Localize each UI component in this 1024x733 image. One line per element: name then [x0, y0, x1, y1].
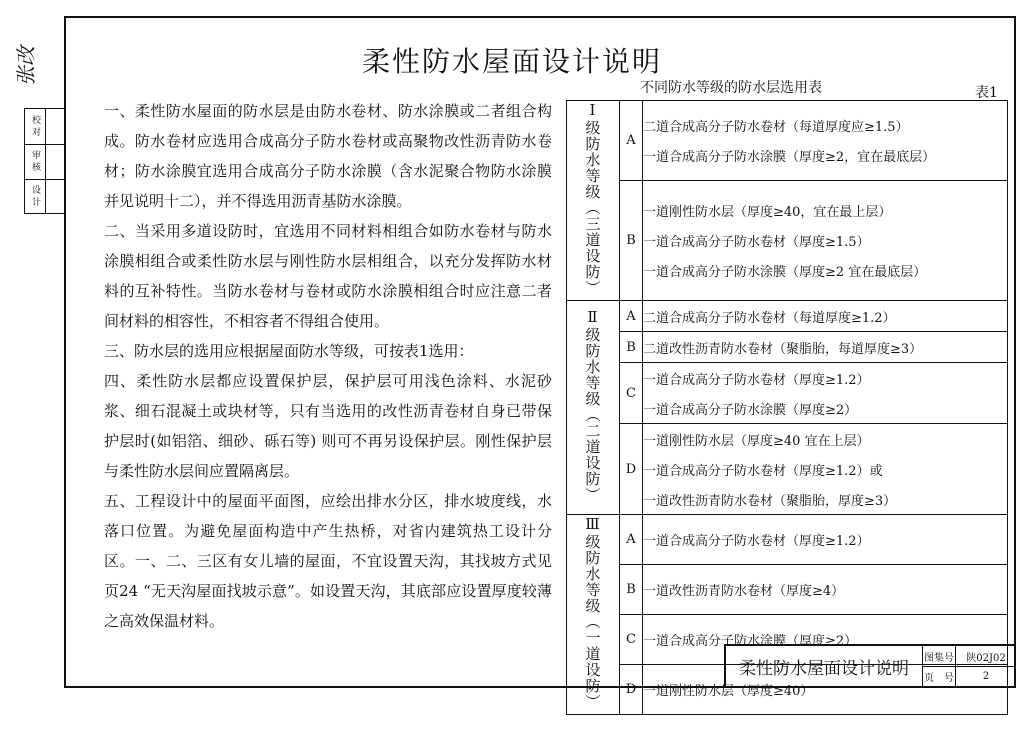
drawing-name: 柔性防水屋面设计说明 [726, 646, 923, 686]
table-row [567, 363, 1008, 424]
option-line: 一道合成高分子防水卷材（厚度≥1.2） [643, 372, 870, 388]
table-row [567, 332, 1008, 363]
sign-label: 校 [30, 115, 40, 124]
table-caption: 不同防水等级的防水层选用表 [640, 80, 822, 96]
sign-label: 核 [30, 162, 40, 171]
signature-stamp: 张改 [14, 46, 38, 86]
option-line: 一道合成高分子防水涂膜（厚度≥2） [643, 634, 858, 649]
option-code: A [620, 101, 643, 181]
note-paragraph: 五、工程设计中的屋面平面图，应绘出排水分区，排水坡度线，水落口位置。为避免屋面构造中产生热桥，对省内建筑热工设计分区。一、二、三区有女儿墙的屋面，不宜设置天沟，其找坡方式见页24 “无天沟屋面找坡示意”。如设置天沟，其底部应设置厚度较薄之高效保温材料。 [104, 492, 552, 630]
design-notes [104, 96, 552, 636]
option-line: 一道刚性防水层（厚度≥40 宜在上层） [643, 433, 870, 449]
table-row [567, 515, 1008, 565]
option-code: A [620, 301, 643, 332]
note-paragraph: 四、柔性防水层都应设置保护层，保护层可用浅色涂料、水泥砂浆、细石混凝土或块材等，只有当选用的改性沥青卷材自身已带保护层时(如铝箔、细砂、砾石等) 则可不再另设保护层。刚性保护层与柔性防水层间应置隔离层。 [104, 372, 552, 480]
table-row [567, 301, 1008, 332]
option-items [643, 101, 1008, 181]
table-number: 表1 [975, 85, 998, 101]
option-items [643, 424, 1008, 515]
option-items [643, 181, 1008, 301]
option-code: A [620, 515, 643, 565]
page-no: 2 [982, 671, 990, 682]
waterproof-grade-table [566, 100, 1008, 715]
option-line: 一道合成高分子防水涂膜（厚度≥2） [643, 402, 858, 418]
note-paragraph: 二、当采用多道设防时，宜选用不同材料相组合如防水卷材与防水涂膜相组合或柔性防水层与刚性防水层相组合，以充分发挥防水材料的互补特性。当防水卷材与卷材或防水涂膜相组合时应注意二者间材料的相容性，不相容者不得组合使用。 [104, 222, 552, 330]
signature-strip [2, 16, 64, 688]
option-line: 一道改性沥青防水卷材（聚脂胎，厚度≥3） [643, 493, 897, 509]
option-line: 一道合成高分子防水涂膜（厚度≥2，宜在最底层） [643, 150, 936, 166]
option-items [643, 363, 1008, 424]
option-code: B [620, 181, 643, 301]
grade-label-cell [567, 515, 620, 715]
sign-label: 审 [30, 150, 40, 159]
option-code: C [620, 615, 643, 665]
option-line: 一道刚性防水层（厚度≥40，宜在最上层） [643, 205, 892, 221]
atlas-no: 陕02J02 [956, 646, 1016, 667]
table-row [567, 101, 1008, 181]
option-line: 一道刚性防水层（厚度≥40） [643, 684, 814, 699]
option-items [643, 301, 1008, 332]
table-row [567, 565, 1008, 615]
sign-label: 计 [30, 197, 40, 206]
option-line: 一道合成高分子防水涂膜（厚度≥2 宜在最底层） [643, 265, 927, 281]
grade-label: Ⅲ级防水等级（一道设防） [583, 515, 602, 710]
option-code: D [620, 665, 643, 715]
grade-label: Ⅱ级防水等级（二道设防） [583, 308, 602, 503]
grade-label: Ⅰ级防水等级（三道设防） [583, 101, 602, 296]
option-items [643, 332, 1008, 363]
option-code: B [620, 332, 643, 363]
option-code: B [620, 565, 643, 615]
option-line: 二道合成高分子防水卷材（每道厚度≥1.2） [643, 310, 896, 326]
page-no-label: 页 号 [923, 667, 956, 686]
grade-label-cell [567, 301, 620, 515]
option-line: 一道合成高分子防水卷材（厚度≥1.2）或 [643, 463, 883, 479]
note-paragraph: 三、防水层的选用应根据屋面防水等级，可按表1选用： [104, 342, 474, 360]
option-line: 二道合成高分子防水卷材（每道厚度应≥1.5） [643, 120, 909, 136]
option-items [643, 515, 1008, 565]
option-code: C [620, 363, 643, 424]
table-row [567, 424, 1008, 515]
table-row [567, 181, 1008, 301]
atlas-no-label: 图集号 [923, 646, 956, 667]
option-items [643, 565, 1008, 615]
sign-label: 对 [30, 127, 40, 136]
title-block [724, 644, 1016, 686]
option-line: 一道改性沥青防水卷材（厚度≥4） [643, 584, 845, 599]
sign-label: 设 [30, 185, 40, 194]
page-title: 柔性防水屋面设计说明 [361, 45, 662, 78]
note-paragraph: 一、柔性防水屋面的防水层是由防水卷材、防水涂膜或二者组合构成。防水卷材应选用合成高分子防水卷材或高聚物改性沥青防水卷材；防水涂膜宜选用合成高分子防水涂膜（含水泥聚合物防水涂膜并见说明十二），并不得选用沥青基防水涂膜。 [104, 102, 552, 210]
option-line: 一道合成高分子防水卷材（厚度≥1.5） [643, 235, 870, 251]
option-line: 一道合成高分子防水卷材（厚度≥1.2） [643, 534, 870, 549]
grade-label-cell [567, 101, 620, 301]
sign-grid [24, 108, 66, 214]
option-line: 二道改性沥青防水卷材（聚脂胎，每道厚度≥3） [643, 341, 923, 357]
option-code: D [620, 424, 643, 515]
